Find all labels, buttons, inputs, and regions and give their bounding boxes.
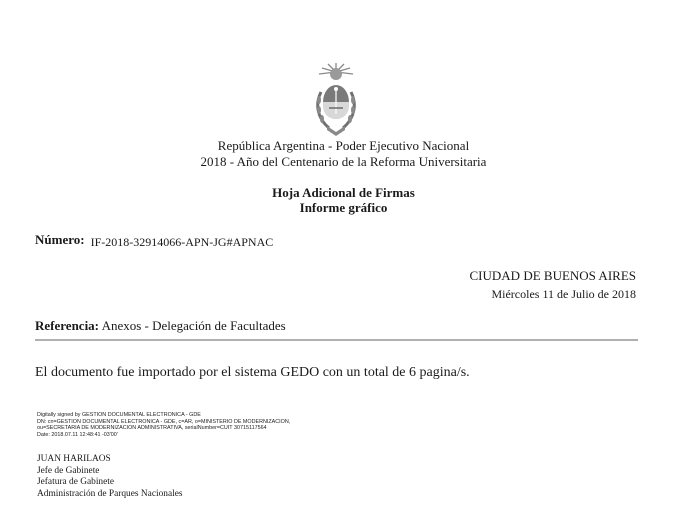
digital-signature-block [37,412,290,438]
signer-position: Jefe de Gabinete [37,465,100,476]
national-coat-of-arms-icon [313,62,359,138]
letterhead-line-2: 2018 - Año del Centenario de la Reforma Universitaria [200,154,487,169]
digital-signature-line-1: Digitally signed by GESTION DOCUMENTAL ELECTRONICA - GDE [37,412,201,418]
signer-name: JUAN HARILAOS [37,454,111,464]
body-text: El documento fue importado por el sistema GEDO con un total de 6 pagina/s. [35,365,470,380]
date: Miércoles 11 de Julio de 2018 [491,287,636,301]
city: CIUDAD DE BUENOS AIRES [469,268,636,283]
digital-signature-line-2: DN: cn=GESTION DOCUMENTAL ELECTRONICA - GDE, c=AR, o=MINISTERIO DE MODERNIZACION, [37,418,291,425]
digital-signature-line-4: Date: 2018.07.11 12:48:41 -03'00' [37,431,118,438]
signer-office: Jefatura de Gabinete [37,477,115,488]
letterhead-line-1: República Argentina - Poder Ejecutivo Nacional [217,138,470,153]
document-number-row [35,232,273,248]
document-number-value: IF-2018-32914066-APN-JG#APNAC [90,235,274,249]
reference-label: Referencia: [35,318,100,333]
reference-row [35,318,286,334]
title-line-2: Informe gráfico [299,200,388,215]
signer-organization: Administración de Parques Nacionales [37,488,183,499]
title-line-1: Hoja Adicional de Firmas [272,185,415,200]
reference-value: Anexos - Delegación de Facultades [101,318,286,333]
digital-signature-line-3: ou=SECRETARIA DE MODERNIZACION ADMINISTRATIVA, serialNumber=CUIT 30715117564 [37,425,267,431]
document-title [0,185,687,215]
document-number-label: Número: [35,232,85,247]
divider [35,339,638,341]
signer-block [37,454,183,500]
letterhead [0,138,687,170]
